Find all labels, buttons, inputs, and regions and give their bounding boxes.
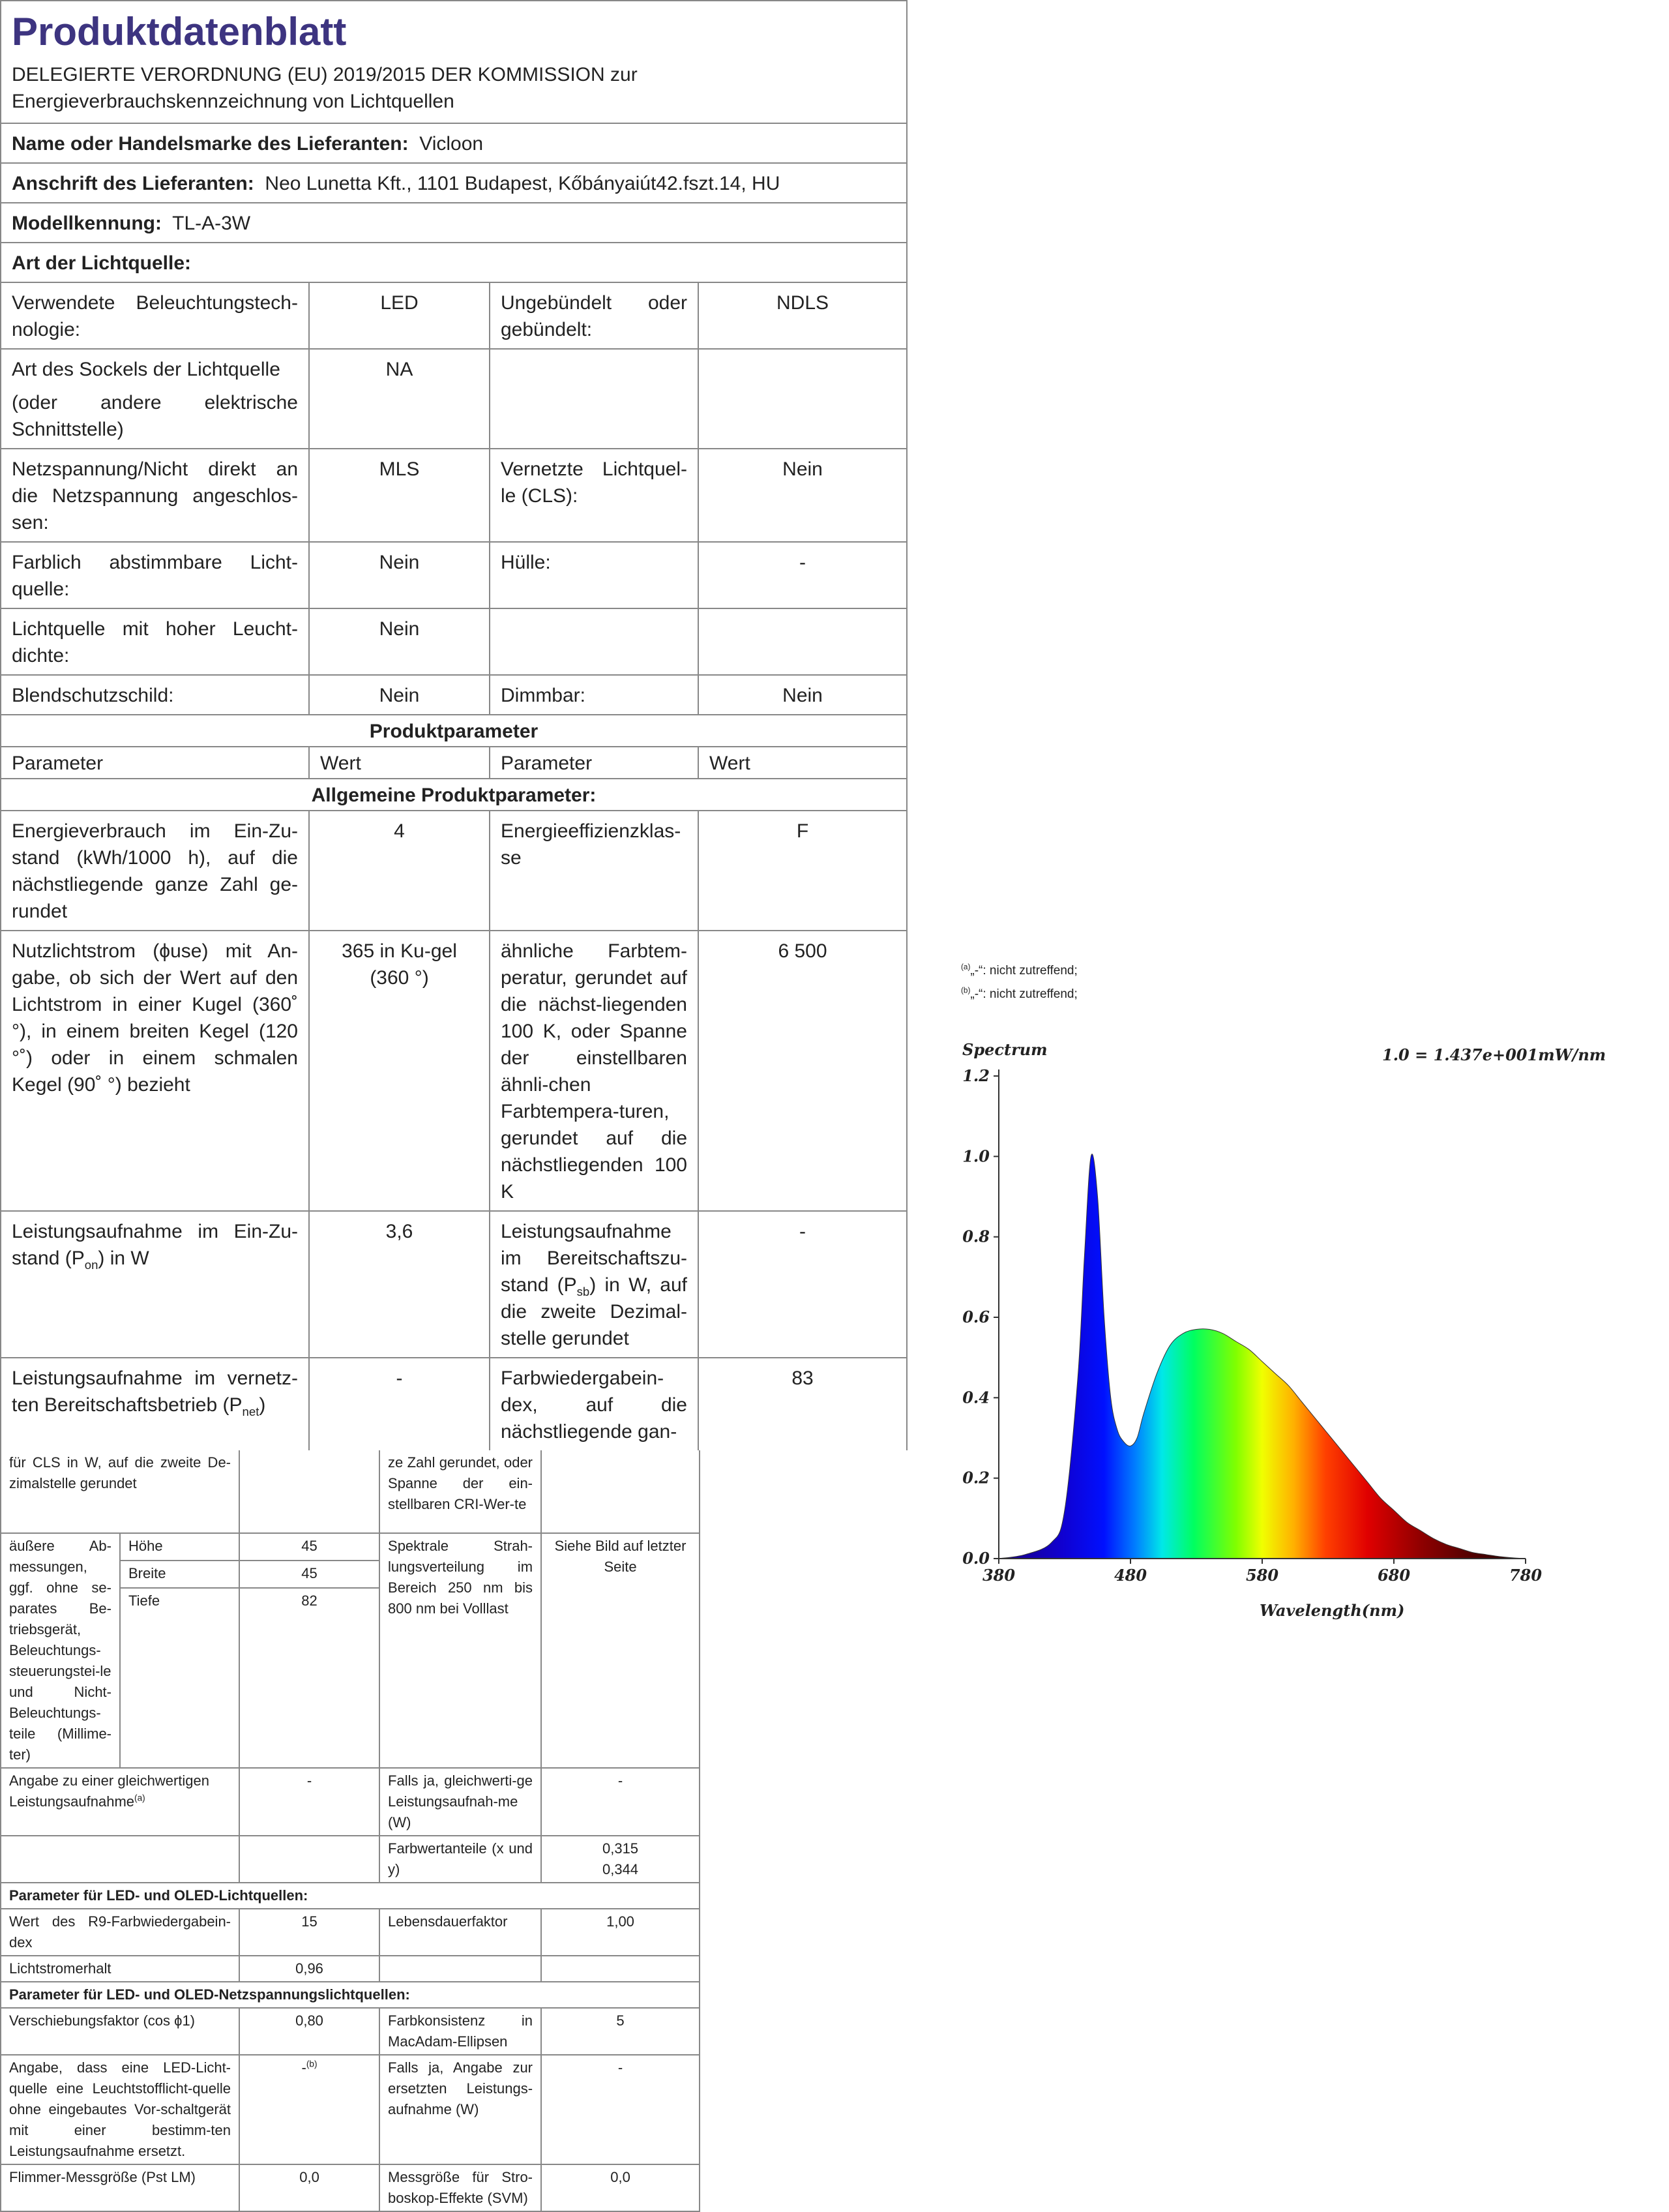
value-cell <box>239 1836 379 1883</box>
value-cell: - <box>698 1211 907 1358</box>
pon-sub: on <box>84 1258 98 1272</box>
value-cell: 15 <box>239 1909 379 1956</box>
table-row <box>1 608 907 675</box>
col-header-value: Wert <box>309 747 490 779</box>
x-tick-label: 380 <box>982 1566 1016 1585</box>
value-cell: - <box>309 1358 490 1450</box>
dim-value: 45 <box>239 1533 379 1561</box>
param-cell <box>490 608 698 675</box>
param-cell: Falls ja, Angabe zur ersetzten Leistungs-aufnahme (W) <box>379 2055 541 2164</box>
value-cell: 83 <box>698 1358 907 1450</box>
value-cell: 0,0 <box>239 2164 379 2211</box>
x-tick-label: 480 <box>1114 1566 1147 1585</box>
table-row <box>1 1836 700 1883</box>
table-row <box>1 282 907 349</box>
y-tick-label: 0.4 <box>962 1388 990 1407</box>
general-params-heading: Allgemeine Produktparameter: <box>1 779 907 811</box>
address-value: Neo Lunetta Kft., 1101 Budapest, Kőbányaiút42.fszt.14, HU <box>265 173 780 194</box>
value-cell: 0,0 <box>541 2164 700 2211</box>
param-cell <box>490 1211 698 1358</box>
plot-area <box>962 1066 1542 1585</box>
param-cell: Messgröße für Stro-boskop-Effekte (SVM) <box>379 2164 541 2211</box>
type-heading: Art der Lichtquelle: <box>1 243 907 282</box>
value-cell <box>239 1450 379 1533</box>
col-header-value-2: Wert <box>698 747 907 779</box>
table-row <box>1 1450 700 1533</box>
psb-label-end: ) in W, auf die zweite Dezimal-stelle gerundet <box>501 1274 687 1349</box>
param-cell: Spektrale Strah-lungsverteilung im Bereich 250 nm bis 800 nm bei Volllast <box>379 1533 541 1768</box>
param-cell: Farblich abstimmbare Licht-quelle: <box>1 542 309 608</box>
pon-label-end: ) in W <box>98 1248 149 1269</box>
value-cell: Nein <box>309 608 490 675</box>
x-tick-label: 680 <box>1377 1566 1411 1585</box>
equiv-label: Angabe zu einer gleichwertigen Leistungsaufnahme <box>9 1772 209 1810</box>
param-cell <box>1 349 309 449</box>
model-value: TL-A-3W <box>172 213 251 234</box>
address-label: Anschrift des Lieferanten: <box>12 173 254 194</box>
dimensions-label: äußere Ab-messungen, ggf. ohne se-parates Be-triebsgerät, Beleuchtungs-steuerungstei-le und Nicht-Beleuchtungs-teile (Millime-ter) <box>1 1533 120 1768</box>
chroma-y: 0,344 <box>602 1861 639 1877</box>
table-row <box>1 1533 700 1561</box>
model-label: Modellkennung: <box>12 213 162 234</box>
dim-name: Höhe <box>120 1533 239 1561</box>
param-cell: Lichtstromerhalt <box>1 1956 239 1982</box>
y-tick-label: 0.6 <box>962 1308 990 1326</box>
param-cell: Angabe, dass eine LED-Licht-quelle eine Leuchtstofflicht-quelle ohne eingebautes Vor-schaltgerät mit einer bestimm-ten Leistungsaufnahme ersetzt. <box>1 2055 239 2164</box>
equiv-footnote-mark: (a) <box>134 1793 145 1803</box>
y-tick-label: 0.2 <box>962 1468 990 1487</box>
value-cell <box>698 608 907 675</box>
param-cell: Farbwiedergabein-dex, auf die nächstliegende gan- <box>490 1358 698 1450</box>
led-params-heading: Parameter für LED- und OLED-Lichtquellen: <box>1 1883 700 1909</box>
param-cell: Flimmer-Messgröße (Pst LM) <box>1 2164 239 2211</box>
value-cell <box>541 1836 700 1883</box>
value-cell <box>239 2055 379 2164</box>
psb-label: Leistungsaufnahme im Bereitschaftszu-stand (P <box>501 1221 687 1296</box>
param-cell: Dimmbar: <box>490 675 698 715</box>
table-row <box>1 1768 700 1836</box>
table-row <box>1 542 907 608</box>
value-cell: LED <box>309 282 490 349</box>
param-cell: Farbwertanteile (x und y) <box>379 1836 541 1883</box>
param-cell: Vernetzte Lichtquel-le (CLS): <box>490 449 698 542</box>
value-cell: 365 in Ku-gel (360 °) <box>309 931 490 1211</box>
value-cell: - <box>239 1768 379 1836</box>
y-tick-label: 0.8 <box>962 1227 990 1246</box>
value-cell: - <box>541 1768 700 1836</box>
value-cell <box>698 349 907 449</box>
supplier-label: Name oder Handelsmarke des Lieferanten: <box>12 133 409 155</box>
value-cell: 0,80 <box>239 2008 379 2055</box>
y-tick-label: 1.2 <box>962 1066 990 1085</box>
param-cell <box>379 1956 541 1982</box>
dim-name: Tiefe <box>120 1588 239 1768</box>
param-cell: Lichtquelle mit hoher Leucht-dichte: <box>1 608 309 675</box>
value-cell: NDLS <box>698 282 907 349</box>
model-row <box>1 203 907 243</box>
product-params-heading: Produktparameter <box>1 715 907 747</box>
pon-label: Leistungsaufnahme im Ein-Zu-stand (P <box>12 1221 298 1269</box>
socket-label: Art des Sockels der Lichtquelle <box>12 359 280 380</box>
x-tick-label: 580 <box>1245 1566 1279 1585</box>
table-row <box>1 1211 907 1358</box>
table-row <box>1 2008 700 2055</box>
table-row <box>1 349 907 449</box>
value-cell: - <box>541 2055 700 2164</box>
table-row <box>1 2055 700 2164</box>
param-cell: Energieverbrauch im Ein-Zu-stand (kWh/1000 h), auf die nächstliegende ganze Zahl ge-rundet <box>1 811 309 931</box>
product-sheet-table-continued <box>0 1450 700 2212</box>
value-cell: - <box>698 542 907 608</box>
sheet-header <box>1 1 907 123</box>
psb-sub: sb <box>576 1285 590 1298</box>
chart-title: Spectrum <box>962 1040 1048 1059</box>
footnote-b-text: „-“: nicht zutreffend; <box>970 987 1078 1001</box>
param-cell: ähnliche Farbtem-peratur, gerundet auf die nächst-liegenden 100 K, oder Spanne der einstellbaren ähnli-chen Farbtempera-turen, gerundet auf die nächstliegenden 100 K <box>490 931 698 1211</box>
replace-value: - <box>301 2059 306 2076</box>
param-cell <box>1 1836 239 1883</box>
x-axis-label: Wavelength(nm) <box>1260 1601 1405 1620</box>
footnote-a-mark: (a) <box>961 963 971 972</box>
x-tick-label: 780 <box>1509 1566 1543 1585</box>
y-tick-label: 1.0 <box>962 1146 990 1166</box>
footnote-a-text: „-“: nicht zutreffend; <box>970 964 1078 978</box>
param-cell <box>1 1211 309 1358</box>
table-row <box>1 931 907 1211</box>
regulation-line-2: Energieverbrauchskennzeichnung von Lichtquellen <box>12 91 454 112</box>
dim-name: Breite <box>120 1561 239 1588</box>
chart-scale-note: 1.0 = 1.437e+001mW/nm <box>1382 1045 1606 1064</box>
param-cell: Hülle: <box>490 542 698 608</box>
param-cell: Netzspannung/Nicht direkt an die Netzspannung angeschlos-sen: <box>1 449 309 542</box>
table-row <box>1 1358 907 1450</box>
mains-params-heading: Parameter für LED- und OLED-Netzspannungslichtquellen: <box>1 1982 700 2008</box>
param-cell: Energieeffizienzklas-se <box>490 811 698 931</box>
param-cell: Verschiebungsfaktor (cos ϕ1) <box>1 2008 239 2055</box>
value-cell: F <box>698 811 907 931</box>
param-cell: Nutzlichtstrom (ϕuse) mit An-gabe, ob sich der Wert auf den Lichtstrom in einer Kugel (360˚ °), in einem breiten Kegel (120 °˚) oder in einem schmalen Kegel (90˚ °) bezieht <box>1 931 309 1211</box>
param-cell: Verwendete Beleuchtungstech-nologie: <box>1 282 309 349</box>
param-cell: Blendschutzschild: <box>1 675 309 715</box>
footnote-a <box>961 964 1078 978</box>
param-cell <box>1 1358 309 1450</box>
value-cell: Nein <box>309 675 490 715</box>
pnet-label: Leistungsaufnahme im vernetz-ten Bereitschaftsbetrieb (P <box>12 1368 298 1416</box>
value-cell <box>541 1450 700 1533</box>
col-header-param: Parameter <box>1 747 309 779</box>
value-cell: 1,00 <box>541 1909 700 1956</box>
replace-footnote-mark: (b) <box>306 2059 318 2069</box>
value-cell: 5 <box>541 2008 700 2055</box>
param-cell: Lebensdauerfaktor <box>379 1909 541 1956</box>
table-row <box>1 1909 700 1956</box>
page-title: Produktdatenblatt <box>12 10 347 53</box>
footnote-b <box>961 987 1078 1002</box>
pnet-sub: net <box>242 1405 259 1418</box>
table-row <box>1 811 907 931</box>
value-cell <box>541 1956 700 1982</box>
value-cell: Nein <box>309 542 490 608</box>
param-cell: für CLS in W, auf die zweite De-zimalstelle gerundet <box>1 1450 239 1533</box>
value-cell: 3,6 <box>309 1211 490 1358</box>
value-cell: NA <box>309 349 490 449</box>
value-cell: MLS <box>309 449 490 542</box>
value-cell: 0,96 <box>239 1956 379 1982</box>
socket-label-note: (oder andere elektrische Schnittstelle) <box>12 392 298 440</box>
product-sheet-table <box>0 0 908 1450</box>
footnote-b-mark: (b) <box>961 986 971 995</box>
chroma-x: 0,315 <box>602 1840 639 1857</box>
param-cell: Falls ja, gleichwerti-ge Leistungsaufnah-me (W) <box>379 1768 541 1836</box>
param-cell: ze Zahl gerundet, oder Spanne der ein-stellbaren CRI-Wer-te <box>379 1450 541 1533</box>
param-cell: Wert des R9-Farbwiedergabein-dex <box>1 1909 239 1956</box>
pnet-label-end: ) <box>259 1394 266 1416</box>
dim-value: 82 <box>239 1588 379 1768</box>
y-tick-label: 0.0 <box>962 1549 990 1568</box>
supplier-value: Vicloon <box>419 133 484 155</box>
regulation-line-1: DELEGIERTE VERORDNUNG (EU) 2019/2015 DER KOMMISSION zur <box>12 64 638 85</box>
value-cell: Siehe Bild auf letzter Seite <box>541 1533 700 1768</box>
col-header-param-2: Parameter <box>490 747 698 779</box>
table-row <box>1 1956 700 1982</box>
dim-value: 45 <box>239 1561 379 1588</box>
param-cell <box>490 349 698 449</box>
value-cell: Nein <box>698 675 907 715</box>
value-cell: 6 500 <box>698 931 907 1211</box>
param-cell: Farbkonsistenz in MacAdam-Ellipsen <box>379 2008 541 2055</box>
value-cell: Nein <box>698 449 907 542</box>
table-row <box>1 449 907 542</box>
table-row <box>1 675 907 715</box>
param-cell <box>1 1768 239 1836</box>
address-row <box>1 163 907 203</box>
param-cell: Ungebündelt oder gebündelt: <box>490 282 698 349</box>
column-header-row <box>1 747 907 779</box>
spectrum-chart <box>952 1037 1656 1624</box>
table-row <box>1 2164 700 2211</box>
spectrum-area <box>999 1154 1526 1559</box>
supplier-row <box>1 123 907 163</box>
value-cell: 4 <box>309 811 490 931</box>
